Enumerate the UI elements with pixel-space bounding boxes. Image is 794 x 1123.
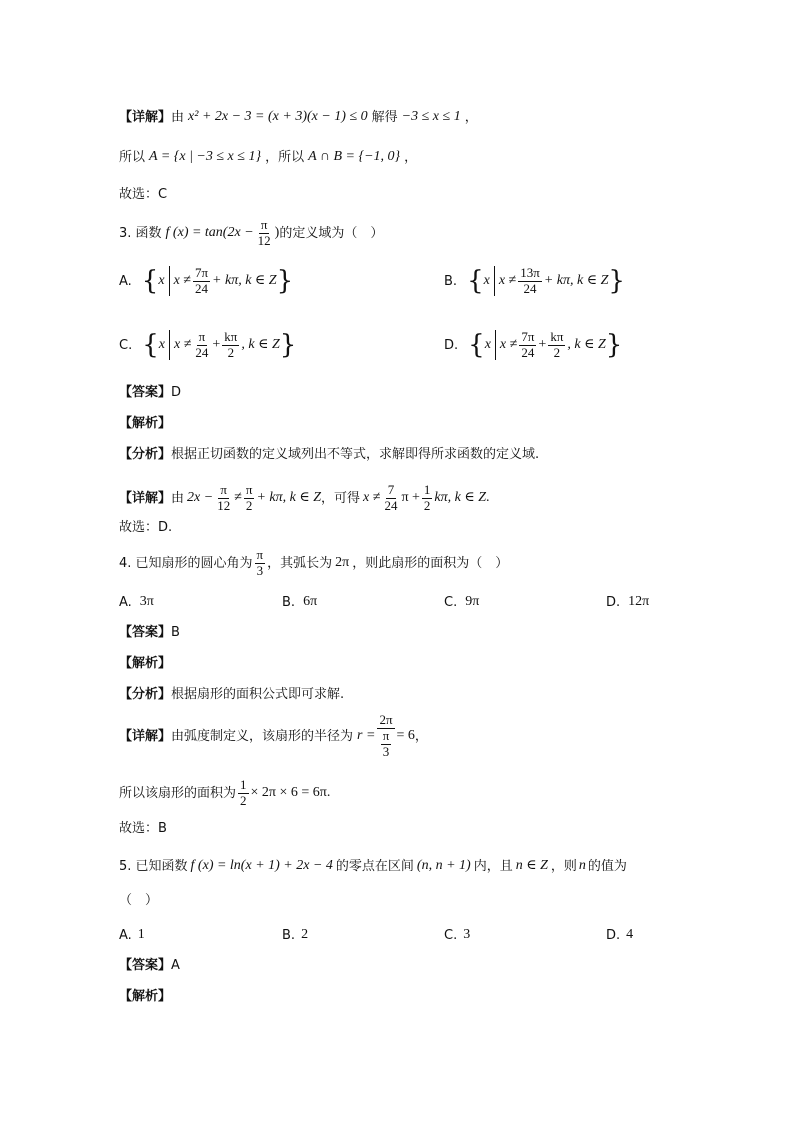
q3-stem: 3. 函数 f (x) = tan(2x − $\frac{\pi}{12}$ ) 的定义域为（ ）: [119, 217, 384, 248]
q4-area: 所以该扇形的面积为 $\frac{1}{2}$ × 2π × 6 = 6π .: [119, 777, 331, 808]
q4-analysis-tag: 【解析】: [119, 656, 172, 671]
factor-equation: x² + 2x − 3 = (x + 3)(x − 1) ≤ 0: [188, 109, 368, 124]
q5-option-d[interactable]: D. 4: [606, 927, 634, 943]
detail-tag: 【详解】: [119, 109, 172, 125]
q2-choice: 故选：C: [119, 187, 168, 202]
q3-detail: 【详解】 由 2x − $\frac{\pi}{12}$ ≠ $\frac{\pi}{2}$ + kπ, k ∈ Z ，可得 x ≠ $\frac{7}{24}$ π + $\frac{1}{2}$ kπ, k ∈ Z .: [119, 482, 490, 513]
q4-fenxi: 【分析】 根据扇形的面积公式即可求解.: [119, 687, 345, 702]
q5-option-a[interactable]: A. 1: [119, 927, 145, 943]
q2-detail-line: 【详解】 由 x² + 2x − 3 = (x + 3)(x − 1) ≤ 0 解得 −3 ≤ x ≤ 1 ，: [119, 109, 478, 125]
solution-range: −3 ≤ x ≤ 1: [401, 109, 461, 124]
option-b[interactable]: B. { x x ≠ $\frac{13\pi}{24}$ + kπ, k ∈ Z }: [444, 265, 625, 297]
q5-analysis-tag: 【解析】: [119, 989, 172, 1004]
q4-option-c[interactable]: C. 9π: [444, 594, 480, 610]
option-c[interactable]: C. { x x ≠ $\frac{\pi}{24}$ + $\frac{k\pi}{2}$ , k ∈ Z }: [119, 329, 297, 361]
q5-paren: （ ）: [119, 893, 159, 908]
q2-set-line: 所以 A = {x | −3 ≤ x ≤ 1} ，所以 A ∩ B = {−1, 0} ，: [119, 149, 418, 165]
q5-stem: 5. 已知函数 f (x) = ln(x + 1) + 2x − 4 的零点在区间 (n, n + 1) 内，且 n ∈ Z ，则 n 的值为: [119, 858, 627, 874]
q3-fenxi: 【分析】 根据正切函数的定义域列出不等式，求解即得所求函数的定义域.: [119, 447, 540, 462]
intersection: A ∩ B = {−1, 0}: [308, 149, 401, 164]
fraction: $\frac{\pi}{12}$: [257, 217, 271, 248]
q4-stem: 4. 已知扇形的圆心角为 $\frac{\pi}{3}$ ，其弧长为 2π ，则此扇形的面积为（ ）: [119, 547, 509, 578]
option-a[interactable]: A. { x x ≠ $\frac{7\pi}{24}$ + kπ, k ∈ Z }: [119, 265, 294, 297]
q3-choice: 故选：D.: [119, 520, 173, 535]
q4-option-d[interactable]: D. 12π: [606, 594, 650, 610]
q4-answer: 【答案】 B: [119, 625, 180, 640]
q4-detail: 【详解】 由弧度制定义，该扇形的半径为 r = 2π π 3 = 6 ，: [119, 712, 428, 759]
q3-analysis-tag: 【解析】: [119, 416, 172, 431]
q5-option-b[interactable]: B. 2: [282, 927, 309, 943]
q4-option-a[interactable]: A. 3π: [119, 594, 154, 610]
q5-answer: 【答案】 A: [119, 958, 180, 973]
set-a: A = {x | −3 ≤ x ≤ 1}: [149, 149, 262, 164]
q4-option-b[interactable]: B. 6π: [282, 594, 318, 610]
radius-fraction: 2π π 3: [379, 712, 393, 759]
option-d[interactable]: D. { x x ≠ $\frac{7\pi}{24}$ + $\frac{k\pi}{2}$ , k ∈ Z }: [444, 329, 623, 361]
q4-choice: 故选：B: [119, 821, 167, 836]
q3-answer: 【答案】 D: [119, 385, 182, 400]
q5-option-c[interactable]: C. 3: [444, 927, 471, 943]
